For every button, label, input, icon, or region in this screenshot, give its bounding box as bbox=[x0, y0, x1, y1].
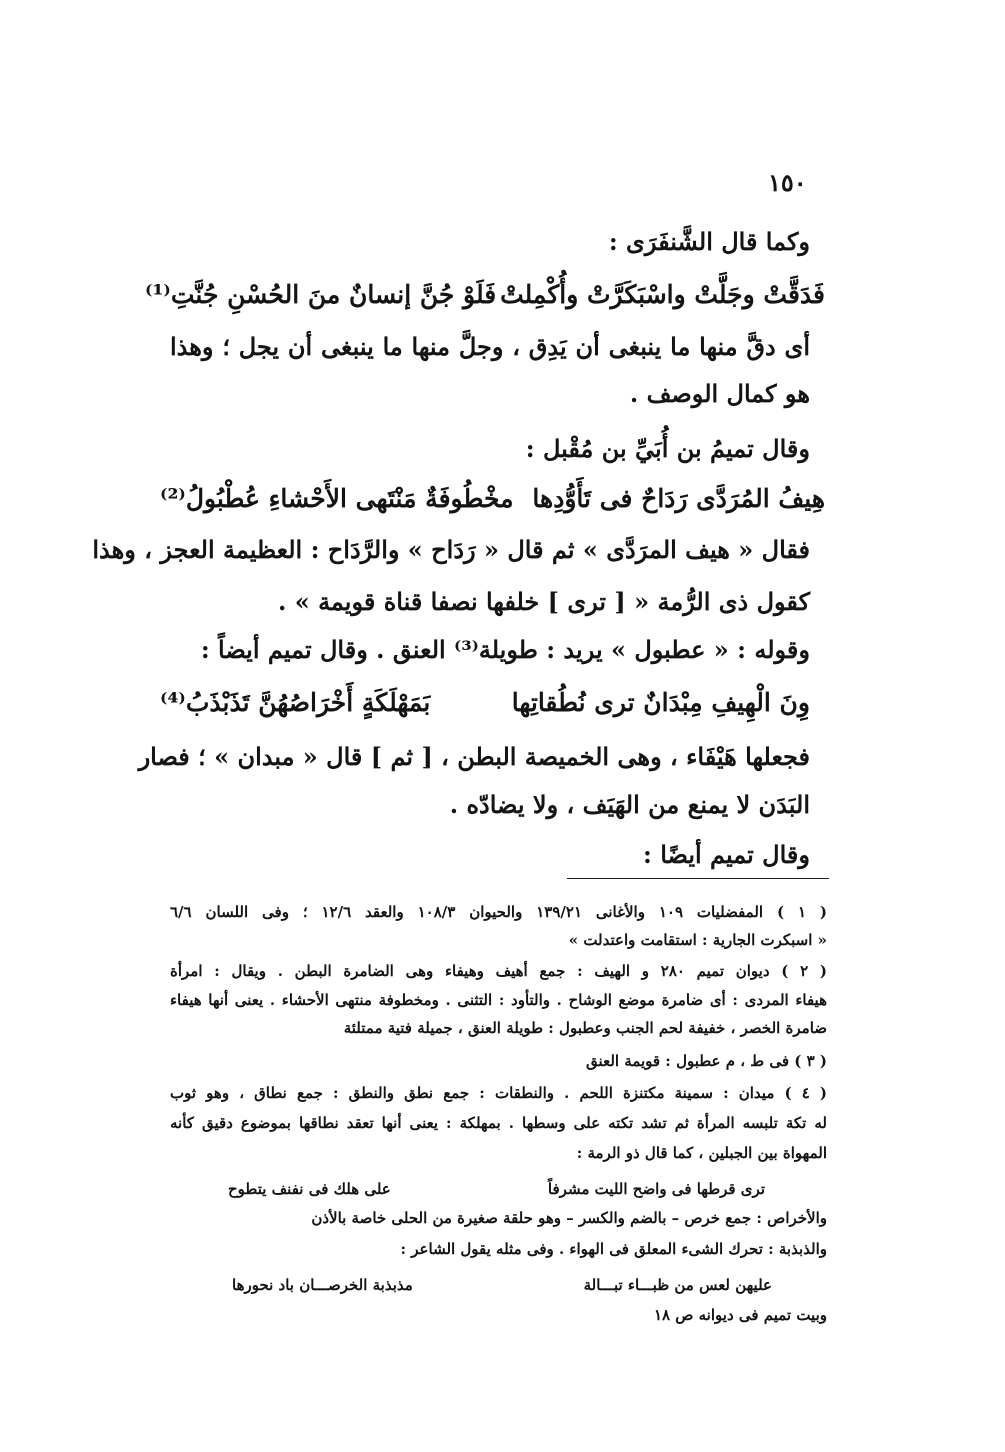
page-number: ١٥٠ bbox=[768, 168, 807, 197]
footnote-end-line-1: وبيت تميم فى ديوانه ص ١٨ bbox=[653, 1306, 827, 1324]
footnote-line-6: ( ٣ ) فى ط ، م عطبول : قويمة العنق bbox=[586, 1052, 827, 1070]
footnote-verse-2-hemistich-1: عليهن لعس من ظبـــاء تبـــالة bbox=[583, 1276, 772, 1294]
body-line-9: البَدَن لا يمنع من الهَيَف ، ولا يضادّه . bbox=[449, 790, 810, 819]
verse-3-hemistich-2: بَمَهْلَكَةٍ أَخْرَاصُهُنَّ تَذَبْذَبُ⁽⁴⁾ bbox=[160, 688, 431, 717]
footnote-line-4: هيفاء المردى : أى ضامرة موضع الوشاح . والتأود : التثنى . ومخطوفة منتهى الأحشاء . يعنى أنها هيفاء bbox=[170, 991, 827, 1009]
footnote-line-1: ( ١ ) المفضليات ١٠٩ والأغانى ١٣٩/٢١ والحيوان ١٠٨/٣ والعقد ١٢/٦ ؛ وفى اللسان ٦/٦ bbox=[170, 903, 827, 921]
body-line-8: فجعلها هَيْفَاء ، وهى الخميصة البطن ، [ ثم ] قال « مبدان » ؛ فصار bbox=[138, 742, 810, 771]
footnote-line-9: المهواة بين الجبلين ، كما قال ذو الرمة : bbox=[576, 1144, 827, 1162]
footnote-line-2: « اسبكرت الجارية : استقامت واعتدلت » bbox=[568, 931, 827, 949]
footnote-separator bbox=[567, 878, 829, 879]
footnote-verse-2-hemistich-2: مذبذبة الخرصـــان باد نحورها bbox=[232, 1276, 413, 1294]
footnote-line-3: ( ٢ ) ديوان تميم ٢٨٠ و الهيف : جمع أهيف وهيفاء وهى الضامرة البطن . ويقال : امرأة bbox=[170, 962, 827, 980]
footnote-note-line-1: والأخراص : جمع خرص – بالضم والكسر – وهو حلقة صغيرة من الحلى خاصة بالأذن bbox=[311, 1209, 827, 1227]
body-line-4: وقال تميمُ بن أُبَيِّ بن مُقْبل : bbox=[525, 434, 810, 463]
footnote-line-8: له تكة تلبسه المرأة ثم تشد تكته على وسطها . بمهلكة : يعنى أنها تعقد نطاقها بموضوع دقيق كأنه bbox=[170, 1114, 827, 1132]
verse-2-hemistich-2: مخْطُوفَةٌ مَنْتَهى الأَحْشاءِ عُطْبُولُ⁽²⁾ bbox=[160, 484, 514, 513]
verse-1-hemistich-1: فَدَقَّتْ وجَلَّتْ واسْبَكَرَّتْ وأُكْمِلتْ bbox=[500, 280, 825, 309]
footnote-verse-1-hemistich-1: ترى قرطها فى واضح الليت مشرفاً bbox=[547, 1180, 765, 1198]
verse-3-hemistich-1: وِنَ الْهِيفِ مِبْدَانٌ ترى نُطُقاتِها bbox=[511, 688, 810, 717]
verse-2-hemistich-1: هِيفُ المُرَدَّى رَدَاحٌ فى تَأَوُّدِها bbox=[532, 484, 825, 513]
verse-1-hemistich-2: فَلَوْ جُنَّ إنسانٌ منَ الحُسْنِ جُنَّتِ⁽¹⁾ bbox=[145, 280, 497, 309]
footnote-line-5: ضامرة الخصر ، خفيفة لحم الجنب وعطبول : طويلة العنق ، جميلة فتية ممتلئة bbox=[343, 1019, 827, 1037]
body-line-2: أى دقَّ منها ما ينبغى أن يَدِق ، وجلَّ منها ما ينبغى أن يجل ؛ وهذا bbox=[170, 332, 810, 361]
footnote-note-line-2: والذبذبة : تحرك الشىء المعلق فى الهواء . وفى مثله يقول الشاعر : bbox=[400, 1240, 827, 1258]
body-line-3: هو كمال الوصف . bbox=[629, 379, 810, 408]
body-line-1: وكما قال الشَّنفَرَى : bbox=[608, 227, 810, 256]
footnote-verse-1-hemistich-2: على هلك فى نفنف يتطوح bbox=[228, 1180, 391, 1198]
body-line-10: وقال تميم أيضًا : bbox=[643, 840, 810, 869]
body-line-5: فقال « هيف المرَدَّى » ثم قال « رَدَاح » والرَّدَاح : العظيمة العجز ، وهذا bbox=[92, 535, 810, 564]
body-line-7: وقوله : « عطبول » يريد : طويلة⁽³⁾ العنق . وقال تميم أيضاً : bbox=[200, 635, 810, 664]
footnote-line-7: ( ٤ ) ميدان : سمينة مكتنزة اللحم . والنطقات : جمع نطق والنطق : جمع نطاق ، وهو ثوب bbox=[170, 1084, 827, 1102]
body-line-6: كقول ذى الرُّمة « [ ترى ] خلفها نصفا قناة قويمة » . bbox=[278, 587, 810, 616]
